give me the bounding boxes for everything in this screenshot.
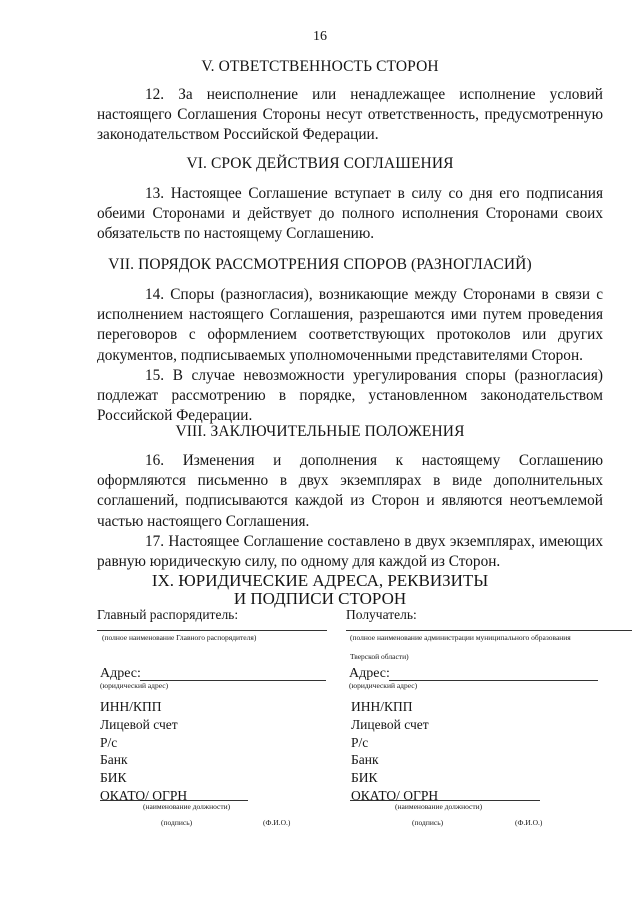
right-name-hint-line2: Тверской области)	[350, 652, 409, 661]
left-party-label: Главный распорядитель:	[97, 607, 239, 622]
right-fio-hint: (Ф.И.О.)	[515, 818, 543, 827]
right-position-line	[350, 800, 540, 801]
section-heading-term: VI. СРОК ДЕЙСТВИЯ СОГЛАШЕНИЯ	[186, 155, 454, 172]
paragraph-16: 16. Изменения и дополнения к настоящему Соглашению оформляются письменно в двух экземплярах в виде дополнительных соглашений, подписываются каждой из Сторон и являются неотъемлемой частью настоящего Соглашения.	[97, 452, 603, 530]
left-address-label: Адрес:	[100, 666, 141, 681]
left-field-bank: Банк	[100, 752, 128, 768]
left-name-line	[97, 630, 327, 631]
left-requisites-list	[100, 698, 187, 805]
left-fio-hint: (Ф.И.О.)	[263, 818, 291, 827]
section-body-term	[97, 184, 603, 245]
right-address-line	[389, 680, 598, 681]
page-number: 16	[313, 29, 327, 44]
requisites-heading-line1: IX. ЮРИДИЧЕСКИЕ АДРЕСА, РЕКВИЗИТЫ	[151, 571, 489, 590]
left-signature-hint: (подпись)	[161, 818, 193, 827]
section-body-final	[97, 451, 603, 572]
left-name-hint: (полное наименование Главного распорядителя)	[102, 633, 257, 642]
right-field-okato: ОКАТО/ ОГРН	[351, 787, 439, 803]
right-name-hint-line1: (полное наименование администрации муниципального образования	[350, 633, 571, 642]
right-requisites-list	[351, 698, 438, 805]
paragraph-13: 13. Настоящее Соглашение вступает в силу со дня его подписания обеими Сторонами и действует до полного исполнения Сторонами своих обязательств по настоящему Соглашению.	[97, 185, 603, 243]
right-position-hint: (наименование должности)	[395, 802, 483, 811]
section-body-disputes	[97, 285, 603, 426]
left-position-hint: (наименование должности)	[143, 802, 231, 811]
requisites-heading-line2: И ПОДПИСИ СТОРОН	[233, 589, 407, 608]
right-name-line	[346, 630, 632, 631]
right-field-rs: Р/с	[351, 734, 369, 750]
left-field-okato: ОКАТО/ ОГРН	[100, 787, 188, 803]
left-position-line	[100, 800, 248, 801]
section-heading-responsibility: V. ОТВЕТСТВЕННОСТЬ СТОРОН	[201, 58, 439, 75]
left-field-inn: ИНН/КПП	[100, 699, 162, 714]
right-field-account: Лицевой счет	[351, 716, 429, 732]
right-signature-hint: (подпись)	[412, 818, 444, 827]
left-address-hint: (юридический адрес)	[100, 681, 169, 690]
left-field-bik: БИК	[100, 770, 127, 786]
paragraph-12: 12. За неисполнение или ненадлежащее исполнение условий настоящего Соглашения Стороны несут ответственность, предусмотренную законодательством Российской Федерации.	[97, 86, 603, 144]
paragraph-14: 14. Споры (разногласия), возникающие между Сторонами в связи с исполнением настоящего Соглашения, разрешаются ими путем проведения переговоров с оформлением соответствующих протоколов или других документов, подписываемых уполномоченными представителями Сторон.	[97, 286, 603, 364]
right-address-hint: (юридический адрес)	[349, 681, 418, 690]
paragraph-17: 17. Настоящее Соглашение составлено в двух экземплярах, имеющих равную юридическую силу, по одному для каждой из Сторон.	[97, 532, 603, 571]
section-body-responsibility	[97, 85, 603, 146]
right-party-label: Получатель:	[346, 607, 417, 622]
section-heading-final: VIII. ЗАКЛЮЧИТЕЛЬНЫЕ ПОЛОЖЕНИЯ	[175, 423, 465, 440]
right-field-bik: БИК	[351, 770, 378, 786]
right-field-bank: Банк	[351, 752, 379, 768]
right-address-label: Адрес:	[349, 666, 390, 681]
paragraph-15: 15. В случае невозможности урегулирования споры (разногласия) подлежат рассмотрению в порядке, установленном законодательством Российской Федерации.	[97, 366, 603, 425]
left-field-account: Лицевой счет	[100, 716, 178, 732]
left-field-rs: Р/с	[100, 734, 118, 750]
section-heading-disputes: VII. ПОРЯДОК РАССМОТРЕНИЯ СПОРОВ (РАЗНОГЛАСИЙ)	[108, 256, 532, 273]
right-field-inn: ИНН/КПП	[351, 699, 413, 714]
